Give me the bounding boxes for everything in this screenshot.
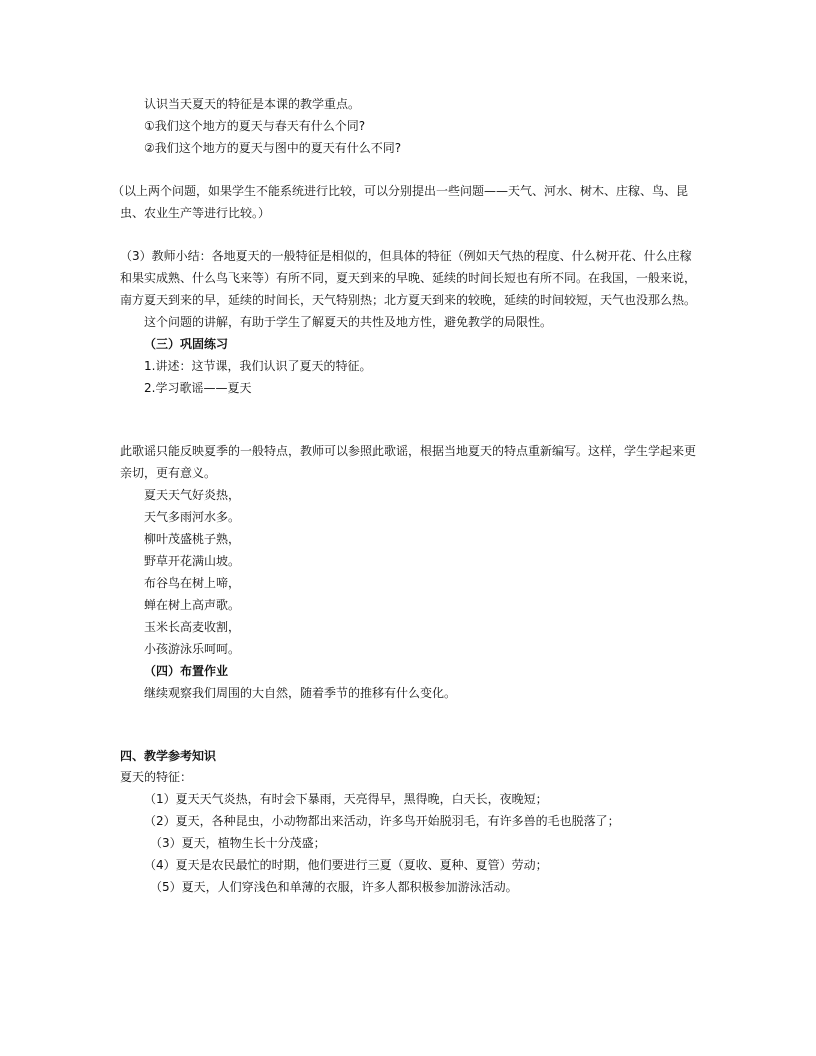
section-3-heading: （三）巩固练习 xyxy=(144,337,229,351)
reference-item: （1）夏天天气炎热，有时会下暴雨，天亮得早，黑得晚，白天长，夜晚短； xyxy=(144,792,548,806)
reference-heading: 四、教学参考知识 xyxy=(120,749,217,763)
song-note-line-2: 亲切，更有意义。 xyxy=(120,466,217,480)
poem-line: 柳叶茂盛桃子熟， xyxy=(144,532,241,546)
intro-text: 认识当天夏天的特征是本课的教学重点。 xyxy=(144,97,361,111)
summary-line-2: 和果实成熟、什么鸟飞来等）有所不同，夏天到来的早晚、延续的时间长短也有所不同。在我国，一般来说， xyxy=(120,271,697,285)
comparison-note-line-1: （以上两个问题，如果学生不能系统进行比较，可以分别提出一些问题——天气、河水、树木、庄稼、鸟、昆 xyxy=(112,184,689,198)
section-4-heading: （四）布置作业 xyxy=(144,664,229,678)
summary-line-1: （3）教师小结：各地夏天的一般特征是相似的，但具体的特征（例如天气热的程度、什么树开花、什么庄稼 xyxy=(120,249,692,263)
summary-line-3: 南方夏天到来的早，延续的时间长，天气特别热；北方夏天到来的较晚，延续的时间较短，天气也没那么热。 xyxy=(120,293,697,307)
poem-line: 布谷鸟在树上啼， xyxy=(144,576,241,590)
comparison-note-line-2: 虫、农业生产等进行比较。） xyxy=(120,206,271,220)
song-note-line-1: 此歌谣只能反映夏季的一般特点，教师可以参照此歌谣，根据当地夏天的特点重新编写。这样，学生学起来更 xyxy=(120,444,697,458)
reference-item: （3）夏天，植物生长十分茂盛； xyxy=(150,836,326,850)
section-4-body: 继续观察我们周围的大自然，随着季节的推移有什么变化。 xyxy=(144,686,457,700)
reference-item: （5）夏天，人们穿浅色和单薄的衣服，许多人都积极参加游泳活动。 xyxy=(150,880,518,894)
reference-subheading: 夏天的特征： xyxy=(120,770,193,784)
section-3-item-2: 2.学习歌谣——夏天 xyxy=(144,381,252,395)
poem-line: 玉米长高麦收割， xyxy=(144,620,241,634)
poem-line: 蝉在树上高声歌。 xyxy=(144,598,241,612)
poem-line: 天气多雨河水多。 xyxy=(144,510,241,524)
poem-line: 小孩游泳乐呵呵。 xyxy=(144,642,241,656)
question-2: ②我们这个地方的夏天与图中的夏天有什么不同? xyxy=(144,141,402,155)
reference-item: （4）夏天是农民最忙的时期，他们要进行三夏（夏收、夏种、夏管）劳动； xyxy=(144,858,548,872)
reference-item: （2）夏天，各种昆虫，小动物都出来活动，许多鸟开始脱羽毛，有许多兽的毛也脱落了； xyxy=(144,814,620,828)
section-3-item-1: 1.讲述：这节课，我们认识了夏天的特征。 xyxy=(144,359,372,373)
question-1: ①我们这个地方的夏天与春天有什么个同? xyxy=(144,119,366,133)
poem-line: 夏天天气好炎热， xyxy=(144,488,241,502)
summary-line-4: 这个问题的讲解，有助于学生了解夏天的共性及地方性，避免教学的局限性。 xyxy=(144,315,553,329)
poem-line: 野草开花满山坡。 xyxy=(144,554,241,568)
